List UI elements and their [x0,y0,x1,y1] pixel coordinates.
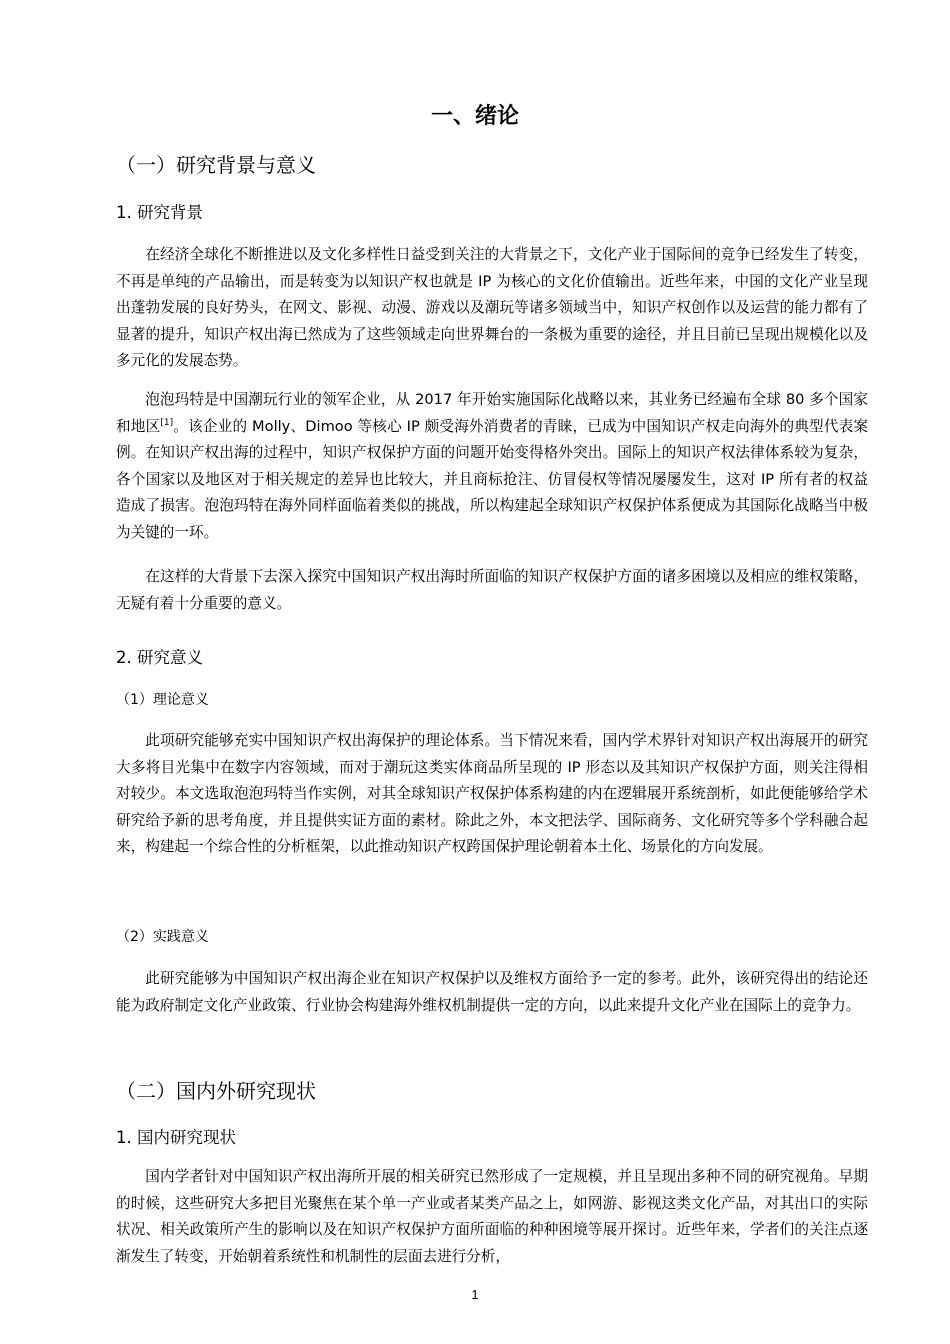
subsection-heading-significance: 2. 研究意义 [116,648,203,667]
paragraph-background-2-text-a: 泡泡玛特是中国潮玩行业的领军企业，从 2017 年开始实施国际化战略以来，其业务已经遍布全球 80 多个国家和地区 [116,391,868,435]
paragraph-background-2 [116,387,868,546]
subsection-heading-domestic: 1. 国内研究现状 [116,1128,236,1147]
paragraph-practice: 此研究能够为中国知识产权出海企业在知识产权保护以及维权方面给予一定的参考。此外，该研究得出的结论还能为政府制定文化产业政策、行业协会构建海外维权机制提供一定的方向，以此来提升文化产业在国际上的竞争力。 [116,970,868,1014]
paragraph-background-2-text-b: 。该企业的 Molly、Dimoo 等核心 IP 颇受海外消费者的青睐，已成为中国知识产权走向海外的典型代表案例。在知识产权出海的过程中，知识产权保护方面的问题开始变得格外突出。国际上的知识产权法律体系较为复杂，各个国家以及地区对于相关规定的差异也比较大，并且商标抢注、仿冒侵权等情况屡屡发生，这对 IP 所有者的权益造成了损害。泡泡玛特在海外同样面临着类似的挑战，所以构建起全球知识产权保护体系便成为其国际化战略当中极为关键的一环。 [116,417,868,541]
paragraph-domestic: 国内学者针对中国知识产权出海所开展的相关研究已然形成了一定规模，并且呈现出多种不同的研究视角。早期的时候，这些研究大多把目光聚焦在某个单一产业或者某类产品之上，如网游、影视这类文化产品，对其出口的实际状况、相关政策所产生的影响以及在知识产权保护方面所面临的种种困境等展开探讨。近些年来，学者们的关注点逐渐发生了转变，开始朝着系统性和机制性的层面去进行分析， [116,1168,868,1265]
citation-ref: [1] [160,417,174,428]
section-heading-background-significance: （一）研究背景与意义 [116,153,316,177]
paragraph-background-3: 在这样的大背景下去深入探究中国知识产权出海时所面临的知识产权保护方面的诸多困境以及相应的维权策略，无疑有着十分重要的意义。 [116,568,868,612]
section-heading-research-status: （二）国内外研究现状 [116,1079,316,1103]
paragraph-theory: 此项研究能够充实中国知识产权出海保护的理论体系。当下情况来看，国内学术界针对知识产权出海展开的研究大多将目光集中在数字内容领域，而对于潮玩这类实体商品所呈现的 IP 形态以及其知识产权保护方面，则关注得相对较少。本文选取泡泡玛特当作实例，对其全球知识产权保护体系构建的内在逻辑展开系统剖析，如此便能够给学术研究给予新的思考角度，并且提供实证方面的素材。除此之外，本文把法学、国际商务、文化研究等多个学科融合起来，构建起一个综合性的分析框架，以此推动知识产权跨国保护理论朝着本土化、场景化的方向发展。 [116,732,868,855]
subsection-heading-background: 1. 研究背景 [116,203,203,222]
chapter-title: 一、绪论 [430,104,519,129]
minor-heading-theory: （1）理论意义 [116,692,209,708]
page-number: 1 [471,1287,479,1302]
minor-heading-practice: （2）实践意义 [116,929,209,945]
paragraph-background-1: 在经济全球化不断推进以及文化多样性日益受到关注的大背景之下，文化产业于国际间的竞争已经发生了转变，不再是单纯的产品输出，而是转变为以知识产权也就是 IP 为核心的文化价值输出。近些年来，中国的文化产业呈现出蓬勃发展的良好势头，在网文、影视、动漫、游戏以及潮玩等诸多领域当中，知识产权创作以及运营的能力都有了显著的提升，知识产权出海已然成为了这些领域走向世界舞台的一条极为重要的途径，并且目前已呈现出规模化以及多元化的发展态势。 [116,246,868,369]
